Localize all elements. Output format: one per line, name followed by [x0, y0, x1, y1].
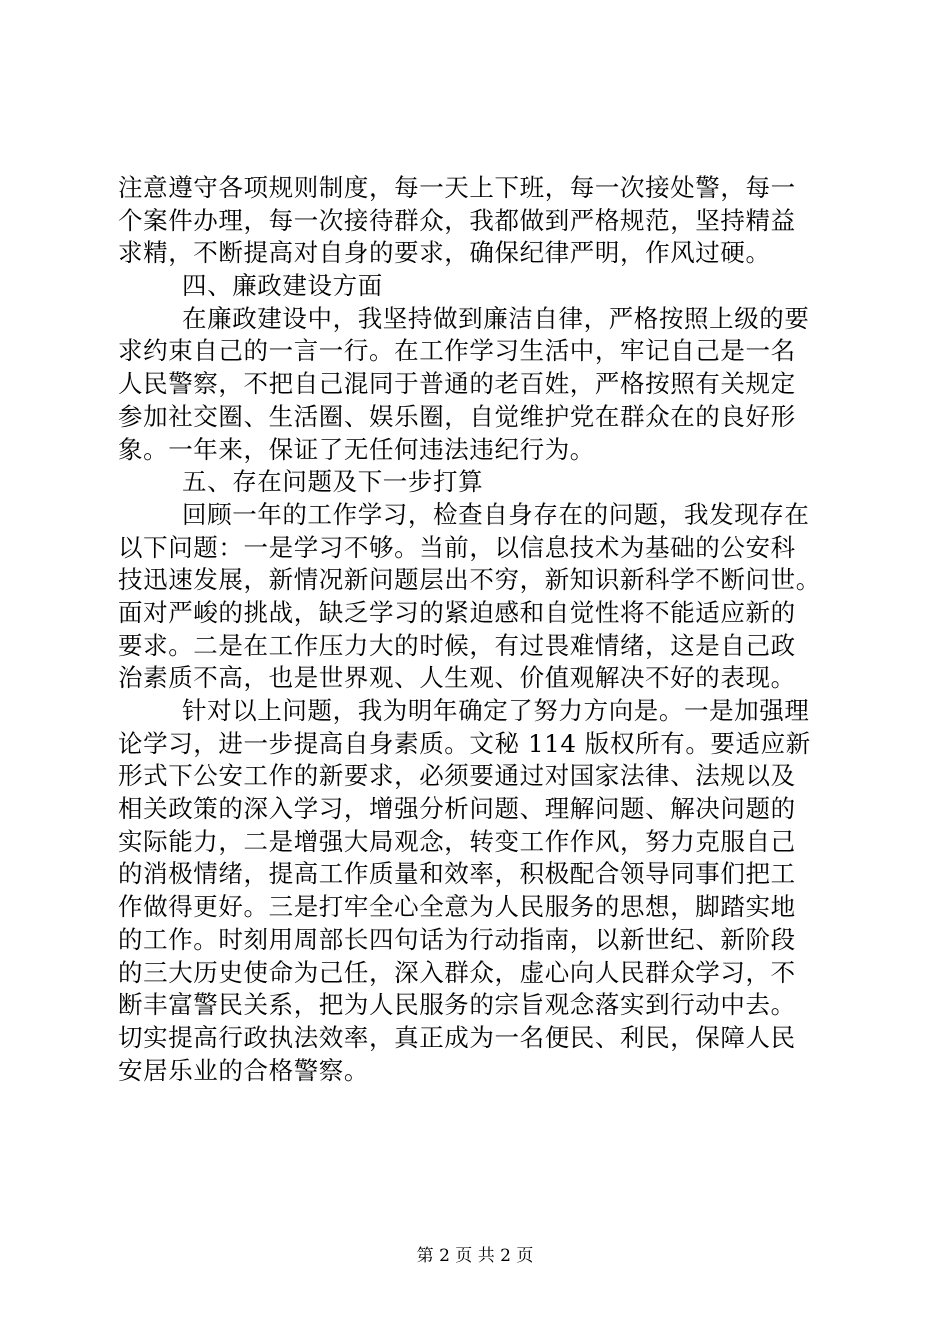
page-number-footer: 第 2 页 共 2 页 — [416, 1246, 534, 1266]
text-line: 以下问题：一是学习不够。当前，以信息技术为基础的公安科 — [118, 532, 796, 562]
text-line: 参加社交圈、生活圈、娱乐圈，自觉维护党在群众在的良好形 — [118, 401, 796, 431]
text-line: 的消极情绪，提高工作质量和效率，积极配合领导同事们把工 — [118, 859, 796, 889]
text-line: 实际能力，二是增强大局观念，转变工作作风，努力克服自己 — [118, 826, 796, 856]
text-line: 象。一年来，保证了无任何违法违纪行为。 — [118, 434, 595, 464]
text-line: 安居乐业的合格警察。 — [118, 1055, 369, 1085]
text-line: 作做得更好。三是打牢全心全意为人民服务的思想，脚踏实地 — [118, 892, 796, 922]
text-line: 要求。二是在工作压力大的时候，有过畏难情绪，这是自己政 — [118, 630, 796, 660]
text-line: 针对以上问题，我为明年确定了努力方向是。一是加强理 — [182, 696, 810, 725]
text-line: 的工作。时刻用周部长四句话为行动指南，以新世纪、新阶段 — [118, 924, 796, 954]
section-heading: 五、存在问题及下一步打算 — [182, 467, 484, 497]
text-line: 形式下公安工作的新要求，必须要通过对国家法律、法规以及 — [118, 761, 796, 791]
text-line: 注意遵守各项规则制度，每一天上下班，每一次接处警，每一 — [118, 173, 796, 202]
text-line: 论学习，进一步提高自身素质。文秘 114 版权所有。要适应新 — [118, 728, 811, 758]
text-line: 治素质不高，也是世界观、人生观、价值观解决不好的表现。 — [118, 663, 796, 693]
text-line: 回顾一年的工作学习，检查自身存在的问题，我发现存在 — [182, 499, 810, 529]
text-line: 断丰富警民关系，把为人民服务的宗旨观念落实到行动中去。 — [118, 990, 796, 1020]
text-line: 在廉政建设中，我坚持做到廉洁自律，严格按照上级的要 — [182, 303, 810, 333]
text-line: 人民警察，不把自己混同于普通的老百姓，严格按照有关规定 — [118, 369, 796, 399]
text-line: 的三大历史使命为己任，深入群众，虚心向人民群众学习，不 — [118, 957, 796, 987]
text-line: 求约束自己的一言一行。在工作学习生活中，牢记自己是一名 — [118, 336, 796, 366]
text-line: 个案件办理，每一次接待群众，我都做到严格规范，坚持精益 — [118, 205, 796, 235]
body-text — [118, 172, 838, 1087]
text-line: 求精，不断提高对自身的要求，确保纪律严明，作风过硬。 — [118, 238, 771, 268]
text-line: 技迅速发展，新情况新问题层出不穷，新知识新科学不断问世。 — [118, 565, 821, 595]
text-line: 面对严峻的挑战，缺乏学习的紧迫感和自觉性将不能适应新的 — [118, 597, 796, 627]
section-heading: 四、廉政建设方面 — [182, 271, 383, 301]
text-line: 切实提高行政执法效率，真正成为一名便民、利民，保障人民 — [118, 1022, 796, 1052]
text-line: 相关政策的深入学习，增强分析问题、理解问题、解决问题的 — [118, 794, 796, 824]
